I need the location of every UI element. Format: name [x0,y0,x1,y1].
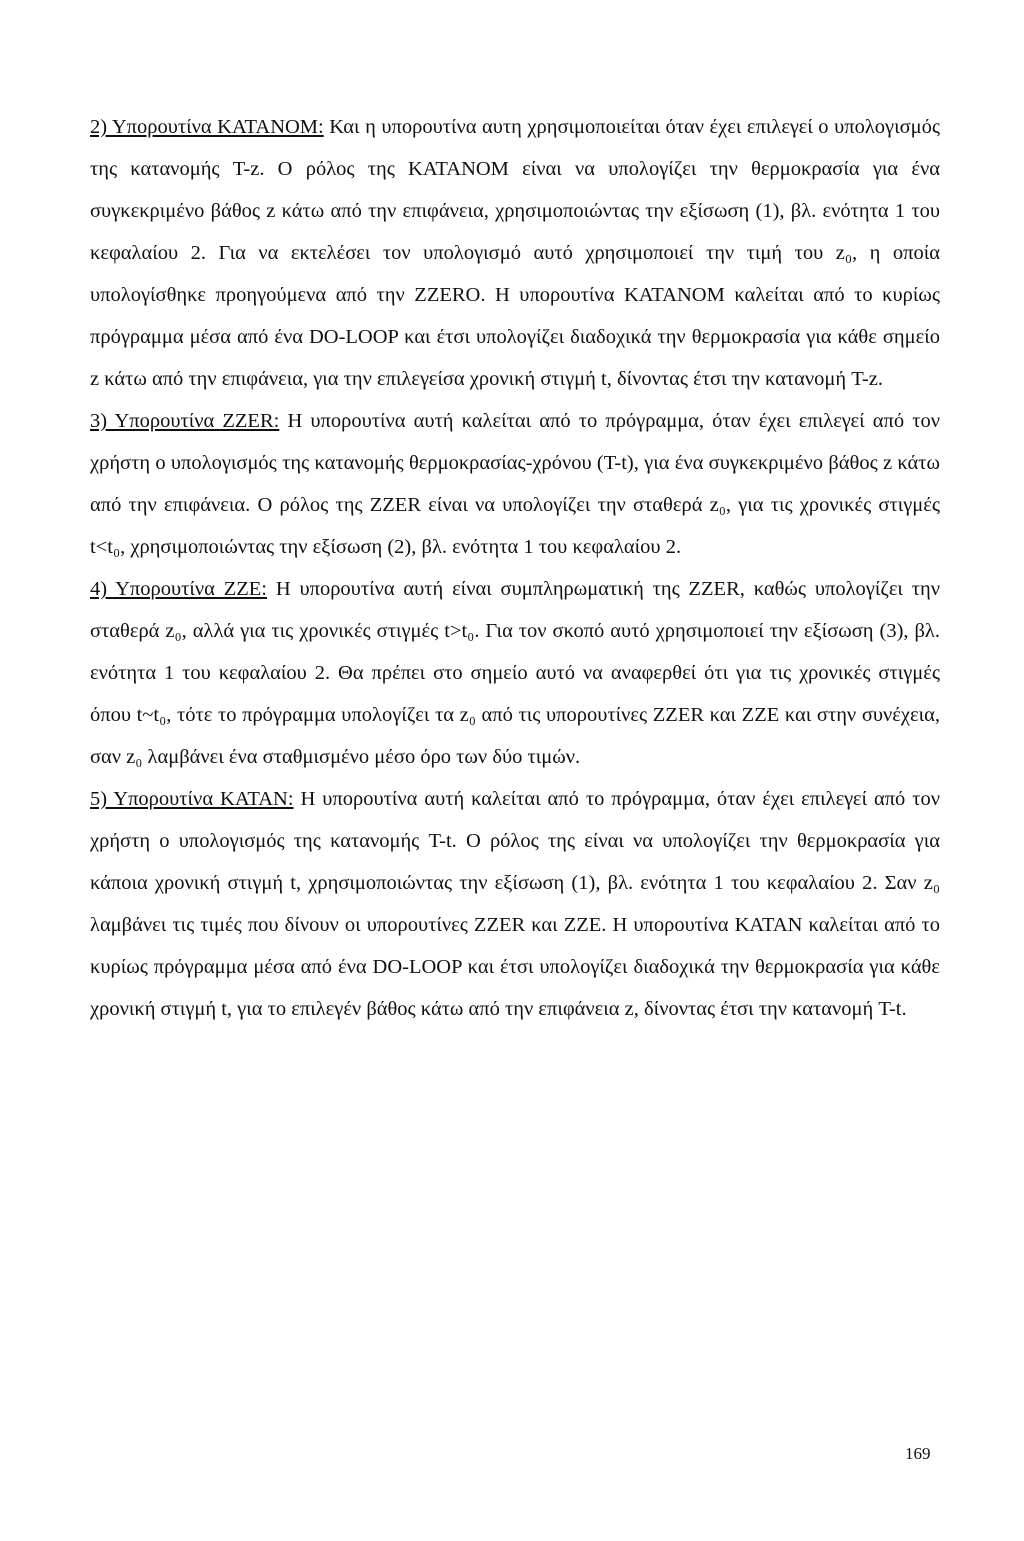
body-katanom: Και η υπορουτίνα αυτη χρησιμοποιείται όταν έχει επιλεγεί ο υπολογισμός της κατανομής T-z. Ο ρόλος της KATANOM είναι να υπολογίζει την θερμοκρασία για ένα συγκεκριμένο βάθος z κάτω από την επιφάνεια, χρησιμοποιώντας την εξίσωση (1), βλ. ενότητα 1 του κεφαλαίου 2. Για να εκτελέσει τον υπολογισμό αυτό χρησιμοποιεί την τιμή του z₀, η οποία υπολογίσθηκε προηγούμενα από την ZZERO. Η υπορουτίνα KATANOM καλείται από το κυρίως πρόγραμμα μέσα από ένα DO-LOOP και έτσι υπολογίζει διαδοχικά την θερμοκρασία για κάθε σημείο z κάτω από την επιφάνεια, για την επιλεγείσα χρονική στιγμή t, δίνοντας έτσι την κατανομή T-z. [90,116,940,390]
document-body [90,106,940,1030]
heading-zze: 4) Υπορουτίνα ZZE: [90,578,268,600]
paragraph-katanom [90,106,940,400]
body-zzer: Η υπορουτίνα αυτή καλείται από το πρόγραμμα, όταν έχει επιλεγεί από τον χρήστη ο υπολογισμός της κατανομής θερμοκρασίας-χρόνου (T-t), για ένα συγκεκριμένο βάθος z κάτω από την επιφάνεια. Ο ρόλος της ZZER είναι να υπολογίζει την σταθερά z₀, για τις χρονικές στιγμές t<t₀, χρησιμοποιώντας την εξίσωση (2), βλ. ενότητα 1 του κεφαλαίου 2. [90,410,940,558]
heading-zzer: 3) Υπορουτίνα ZZER: [90,410,280,432]
heading-katan: 5) Υπορουτίνα KATAN: [90,788,294,810]
body-zze: Η υπορουτίνα αυτή είναι συμπληρωματική της ZZER, καθώς υπολογίζει την σταθερά z₀, αλλά για τις χρονικές στιγμές t>t₀. Για τον σκοπό αυτό χρησιμοποιεί την εξίσωση (3), βλ. ενότητα 1 του κεφαλαίου 2. Θα πρέπει στο σημείο αυτό να αναφερθεί ότι για τις χρονικές στιγμές όπου t~t₀, τότε το πρόγραμμα υπολογίζει τα z₀ από τις υπορουτίνες ZZER και ZZE και στην συνέχεια, σαν z₀ λαμβάνει ένα σταθμισμένο μέσο όρο των δύο τιμών. [90,578,940,768]
page-number: 169 [905,1444,931,1463]
paragraph-zze [90,568,940,778]
paragraph-katan [90,778,940,1030]
body-katan: Η υπορουτίνα αυτή καλείται από το πρόγραμμα, όταν έχει επιλεγεί από τον χρήστη ο υπολογισμός της κατανομής T-t. Ο ρόλος της είναι να υπολογίζει την θερμοκρασία για κάποια χρονική στιγμή t, χρησιμοποιώντας την εξίσωση (1), βλ. ενότητα 1 του κεφαλαίου 2. Σαν z₀ λαμβάνει τις τιμές που δίνουν οι υπορουτίνες ZZER και ZZE. Η υπορουτίνα KATAN καλείται από το κυρίως πρόγραμμα μέσα από ένα DO-LOOP και έτσι υπολογίζει διαδοχικά την θερμοκρασία για κάθε χρονική στιγμή t, για το επιλεγέν βάθος κάτω από την επιφάνεια z, δίνοντας έτσι την κατανομή T-t. [90,788,941,1020]
heading-katanom: 2) Υπορουτίνα KATANOM: [90,116,324,138]
paragraph-zzer [90,400,940,568]
